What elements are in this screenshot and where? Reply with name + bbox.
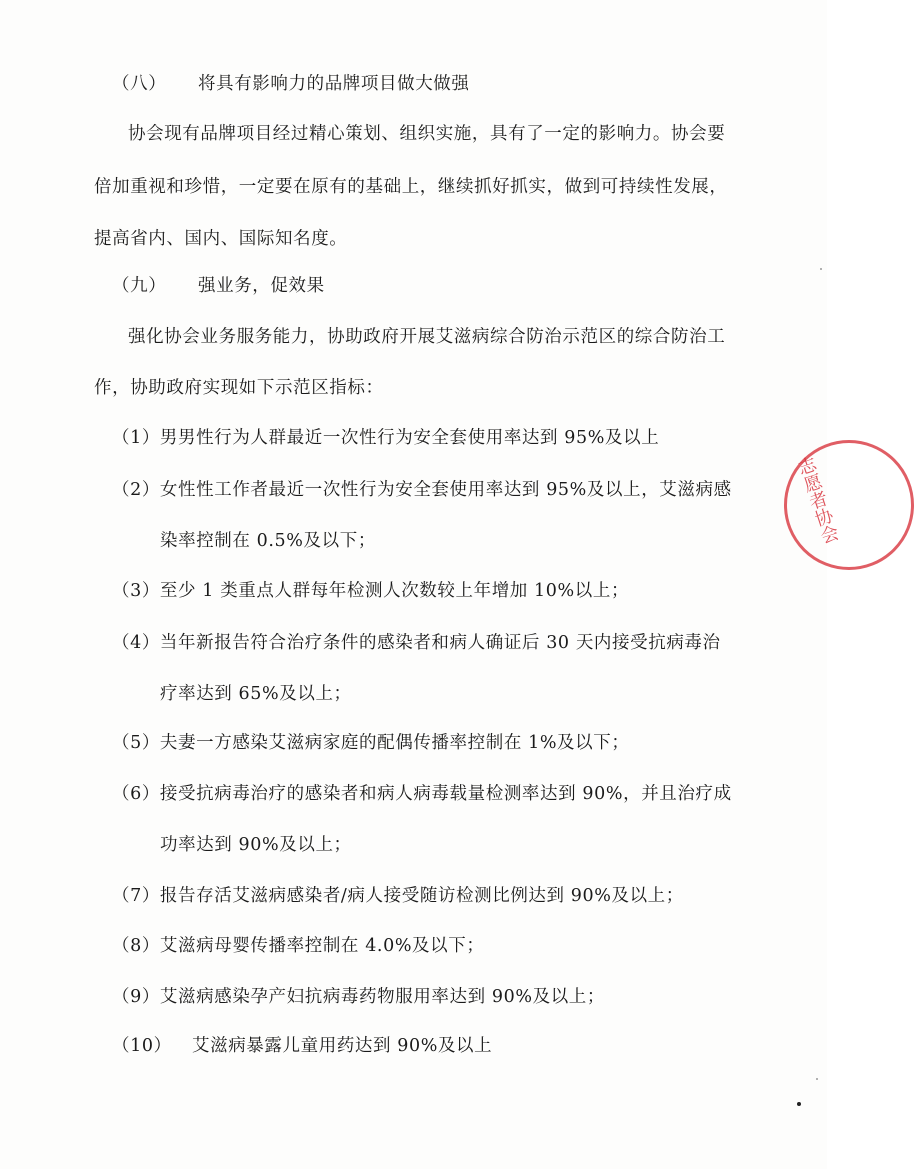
- list-item-10-number: （10）: [112, 1036, 172, 1056]
- scan-edge-dot: [820, 268, 822, 270]
- section-8-heading: [112, 72, 470, 96]
- paragraph-9-line-2: 作，协助政府实现如下示范区指标：: [94, 378, 384, 398]
- list-item-10-text: 艾滋病暴露儿童用药达到 90%及以上: [192, 1036, 493, 1056]
- section-9-title: 强业务，促效果: [198, 276, 325, 296]
- paragraph-8-line-3: 提高省内、国内、国际知名度。: [94, 229, 348, 249]
- list-item-8: （8）艾滋病母婴传播率控制在 4.0%及以下；: [112, 936, 485, 956]
- list-item-4-line-2: 疗率达到 65%及以上；: [160, 684, 352, 704]
- list-item-10: [112, 1034, 492, 1058]
- section-8-number: （八）: [112, 74, 167, 94]
- paragraph-8-line-2: 倍加重视和珍惜，一定要在原有的基础上，继续抓好抓实，做到可持续性发展，: [94, 177, 728, 197]
- list-item-4-line-1: （4）当年新报告符合治疗条件的感染者和病人确证后 30 天内接受抗病毒治: [112, 633, 721, 653]
- paragraph-8-line-1: 协会现有品牌项目经过精心策划、组织实施，具有了一定的影响力。协会要: [128, 124, 726, 144]
- list-item-3: （3）至少 1 类重点人群每年检测人次数较上年增加 10%以上；: [112, 581, 630, 601]
- list-item-9: （9）艾滋病感染孕产妇抗病毒药物服用率达到 90%及以上；: [112, 987, 605, 1007]
- list-item-6-line-1: （6）接受抗病毒治疗的感染者和病人病毒载量检测率达到 90%，并且治疗成: [112, 784, 732, 804]
- section-9-number: （九）: [112, 276, 167, 296]
- section-8-title: 将具有影响力的品牌项目做大做强: [198, 74, 470, 94]
- list-item-6-line-2: 功率达到 90%及以上；: [160, 835, 352, 855]
- list-item-7: （7）报告存活艾滋病感染者/病人接受随访检测比例达到 90%及以上；: [112, 886, 684, 906]
- scan-edge-dot: [816, 1078, 818, 1080]
- red-seal-text: 志愿者协会: [793, 454, 841, 547]
- list-item-2-line-1: （2）女性性工作者最近一次性行为安全套使用率达到 95%及以上，艾滋病感: [112, 480, 732, 500]
- section-9-heading: [112, 274, 325, 298]
- list-item-5: （5）夫妻一方感染艾滋病家庭的配偶传播率控制在 1%及以下；: [112, 733, 630, 753]
- list-item-2-line-2: 染率控制在 0.5%及以下；: [160, 531, 376, 551]
- list-item-1: （1）男男性行为人群最近一次性行为安全套使用率达到 95%及以上: [112, 428, 660, 448]
- paragraph-9-line-1: 强化协会业务服务能力，协助政府开展艾滋病综合防治示范区的综合防治工: [128, 327, 726, 347]
- scan-speck: [797, 1102, 801, 1106]
